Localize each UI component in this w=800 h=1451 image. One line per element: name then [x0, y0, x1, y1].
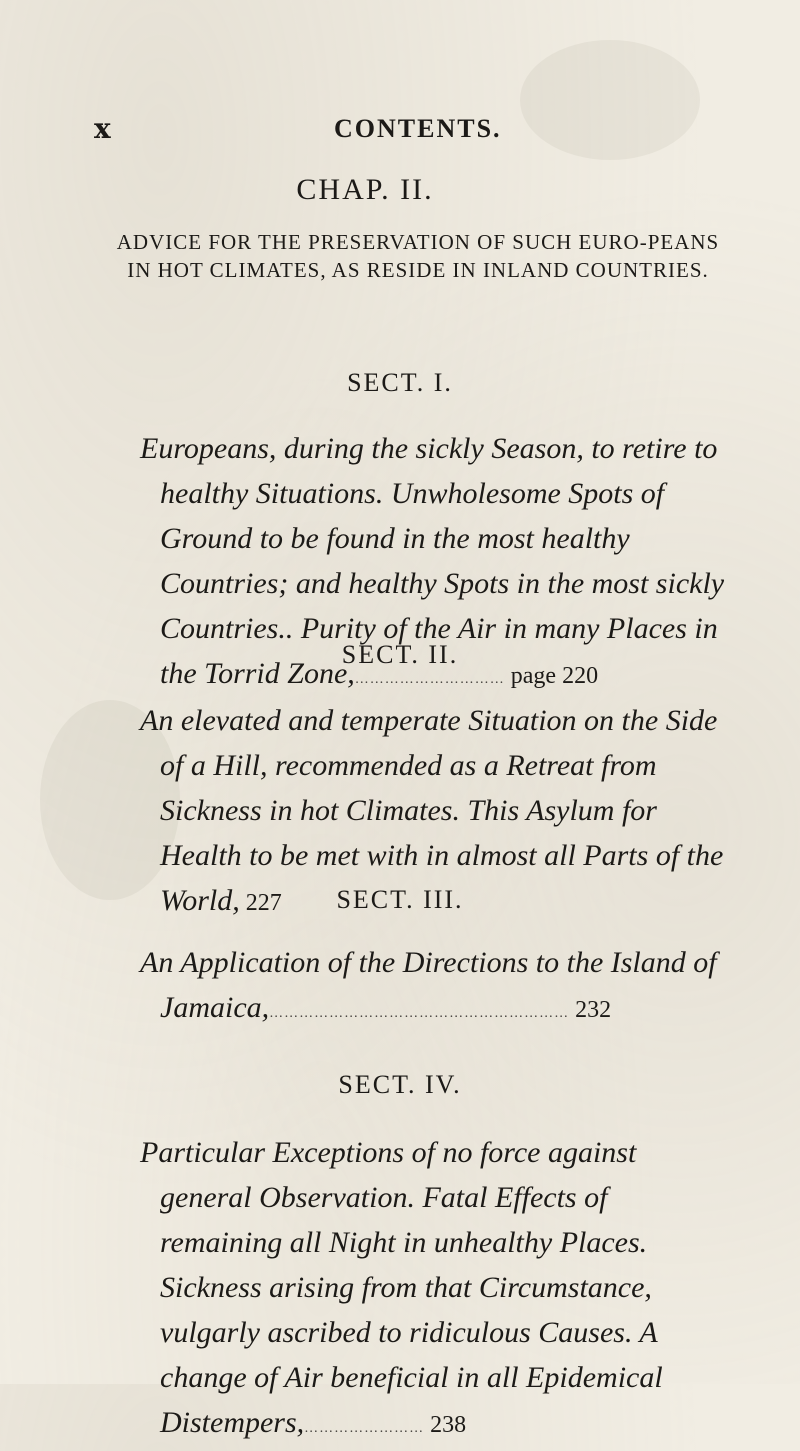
- chapter-title: ADVICE FOR THE PRESERVATION OF SUCH EURO-PEANS IN HOT CLIMATES, AS RESIDE IN INLAND COUNTRIES.: [116, 230, 720, 282]
- section-heading: SECT. III.: [336, 885, 464, 914]
- chapter-label: CHAP. II.: [296, 173, 434, 206]
- toc-entry: [140, 1130, 730, 1451]
- page-number: page 220: [510, 663, 599, 689]
- entry-text: Europeans, during the sickly Season, to retire to healthy Situations. Unwholesome Spots of Ground to be found in the most healthy Countries; and healthy Spots in the most sickly Countries.. Purity of the Air in many Places in the Torrid Zone,: [140, 432, 725, 690]
- running-head: [94, 112, 734, 152]
- toc-entry: [140, 940, 730, 1036]
- entry-text: Particular Exceptions of no force against general Observation. Fatal Effects of remaining all Night in unhealthy Places. Sickness arising from that Circumstance, vulgarly ascribed to ridiculous Causes. A change of Air beneficial in all Epidemical Distempers,: [140, 1136, 663, 1439]
- section-heading: SECT. I.: [347, 368, 453, 397]
- entry-text: An elevated and temperate Situation on the Side of a Hill, recommended as a Retreat from Sickness in hot Climates. This Asylum for Health to be met with in almost all Parts of the World,: [140, 704, 724, 917]
- page-number: 238: [430, 1412, 467, 1438]
- dot-leader: ……………………: [304, 1421, 425, 1436]
- section-heading: SECT. IV.: [338, 1070, 462, 1099]
- page-number: 232: [575, 997, 612, 1023]
- running-title: CONTENTS.: [334, 114, 502, 143]
- page-folio: x: [94, 112, 112, 145]
- page-number: 227: [245, 890, 282, 916]
- dot-leader: ……………………………………………………: [269, 1006, 570, 1021]
- entry-text: An Application of the Directions to the Island of Jamaica,: [140, 946, 717, 1024]
- dot-leader: …………………………: [354, 672, 505, 687]
- section-heading: SECT. II.: [341, 640, 459, 669]
